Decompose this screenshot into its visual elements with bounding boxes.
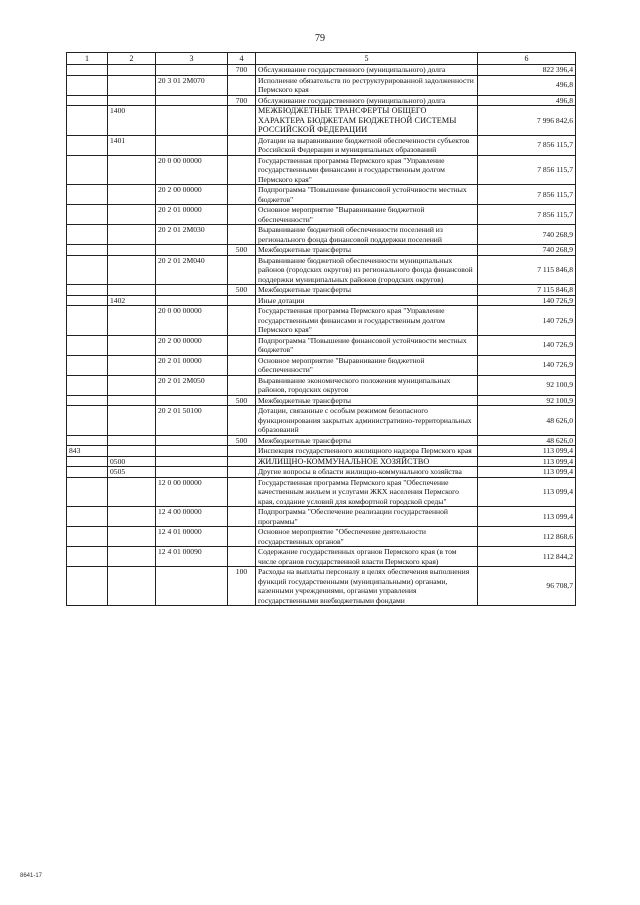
table-row <box>67 205 576 225</box>
admin-code-cell <box>67 477 108 507</box>
column-header-6: 6 <box>478 53 576 65</box>
section-code-cell <box>108 406 156 436</box>
admin-code-cell <box>67 106 108 136</box>
table-row <box>67 406 576 436</box>
target-article-cell <box>156 95 228 106</box>
amount-cell: 740 268,9 <box>478 245 576 256</box>
section-code-cell <box>108 225 156 245</box>
admin-code-cell <box>67 375 108 395</box>
target-article-cell: 12 0 00 00000 <box>156 477 228 507</box>
section-code-cell <box>108 65 156 76</box>
admin-code-cell <box>67 507 108 527</box>
admin-code-cell <box>67 65 108 76</box>
table-row <box>67 467 576 478</box>
table-row <box>67 375 576 395</box>
admin-code-cell <box>67 335 108 355</box>
expense-type-cell <box>228 155 256 185</box>
expense-type-cell <box>228 135 256 155</box>
table-row <box>67 65 576 76</box>
amount-cell: 48 626,0 <box>478 406 576 436</box>
admin-code-cell <box>67 205 108 225</box>
table-row <box>67 527 576 547</box>
section-code-cell <box>108 255 156 285</box>
amount-cell: 112 844,2 <box>478 547 576 567</box>
target-article-cell: 20 2 01 50100 <box>156 406 228 436</box>
table-row <box>67 306 576 336</box>
amount-cell: 113 099,4 <box>478 477 576 507</box>
section-code-cell <box>108 527 156 547</box>
section-code-cell <box>108 395 156 406</box>
description-cell: Подпрограмма "Повышение финансовой устойчивости местных бюджетов" <box>256 185 478 205</box>
amount-cell: 496,8 <box>478 95 576 106</box>
description-cell: Расходы на выплаты персоналу в целях обеспечения выполнения функций государственными (муниципальными) органами, казенными учреждениями, органами управления государственными внебюджетными фондами <box>256 567 478 606</box>
expense-type-cell <box>228 467 256 478</box>
admin-code-cell <box>67 135 108 155</box>
table-row <box>67 567 576 606</box>
amount-cell: 7 115 846,8 <box>478 255 576 285</box>
amount-cell: 740 268,9 <box>478 225 576 245</box>
admin-code-cell <box>67 306 108 336</box>
section-code-cell <box>108 75 156 95</box>
section-code-cell <box>108 95 156 106</box>
description-cell: Обслуживание государственного (муниципального) долга <box>256 65 478 76</box>
description-cell: Выравнивание бюджетной обеспеченности поселений из регионального фонда финансовой поддержки поселений <box>256 225 478 245</box>
section-code-cell <box>108 155 156 185</box>
section-code-cell: 0505 <box>108 467 156 478</box>
description-cell: Межбюджетные трансферты <box>256 285 478 296</box>
admin-code-cell <box>67 547 108 567</box>
section-code-cell <box>108 285 156 296</box>
column-header-3: 3 <box>156 53 228 65</box>
expense-type-cell: 500 <box>228 395 256 406</box>
section-code-cell <box>108 335 156 355</box>
header-row <box>67 53 576 65</box>
expense-type-cell: 500 <box>228 285 256 296</box>
admin-code-cell <box>67 95 108 106</box>
description-cell: Межбюджетные трансферты <box>256 435 478 446</box>
target-article-cell <box>156 395 228 406</box>
page-number: 79 <box>315 33 325 44</box>
section-code-cell <box>108 185 156 205</box>
target-article-cell: 20 2 01 2М040 <box>156 255 228 285</box>
expense-type-cell <box>228 225 256 245</box>
section-code-cell <box>108 547 156 567</box>
admin-code-cell <box>67 406 108 436</box>
description-cell: Содержание государственных органов Пермского края (в том числе органов государственной власти Пермского края) <box>256 547 478 567</box>
description-cell: Государственная программа Пермского края "Управление государственными финансами и государственным долгом Пермского края" <box>256 155 478 185</box>
target-article-cell <box>156 245 228 256</box>
amount-cell: 496,8 <box>478 75 576 95</box>
amount-cell: 7 856 115,7 <box>478 205 576 225</box>
section-code-cell <box>108 567 156 606</box>
amount-cell: 140 726,9 <box>478 306 576 336</box>
description-cell: Государственная программа Пермского края "Обеспечение качественным жильем и услугами ЖКХ населения Пермского края, создание условий для комфортной городской среды" <box>256 477 478 507</box>
expense-type-cell: 700 <box>228 95 256 106</box>
table-row <box>67 456 576 467</box>
target-article-cell: 20 0 00 00000 <box>156 155 228 185</box>
description-cell: Подпрограмма "Повышение финансовой устойчивости местных бюджетов" <box>256 335 478 355</box>
section-code-cell <box>108 245 156 256</box>
target-article-cell <box>156 285 228 296</box>
table-row <box>67 185 576 205</box>
expense-type-cell <box>228 406 256 436</box>
description-cell: Выравнивание бюджетной обеспеченности муниципальных районов (городских округов) из регионального фонда финансовой поддержки муниципальных районов (городских округов) <box>256 255 478 285</box>
section-code-cell: 0500 <box>108 456 156 467</box>
section-code-cell <box>108 507 156 527</box>
amount-cell: 113 099,4 <box>478 446 576 457</box>
admin-code-cell: 843 <box>67 446 108 457</box>
expense-type-cell <box>228 375 256 395</box>
expense-type-cell <box>228 477 256 507</box>
target-article-cell <box>156 435 228 446</box>
amount-cell: 96 708,7 <box>478 567 576 606</box>
section-code-cell <box>108 355 156 375</box>
admin-code-cell <box>67 225 108 245</box>
admin-code-cell <box>67 355 108 375</box>
expense-type-cell <box>228 106 256 136</box>
amount-cell: 140 726,9 <box>478 295 576 306</box>
target-article-cell <box>156 446 228 457</box>
amount-cell: 92 100,9 <box>478 375 576 395</box>
column-header-2: 2 <box>108 53 156 65</box>
column-header-5: 5 <box>256 53 478 65</box>
expense-type-cell <box>228 295 256 306</box>
target-article-cell: 20 0 00 00000 <box>156 306 228 336</box>
target-article-cell: 20 2 01 2М050 <box>156 375 228 395</box>
table-row <box>67 507 576 527</box>
admin-code-cell <box>67 245 108 256</box>
target-article-cell: 20 2 01 00000 <box>156 355 228 375</box>
target-article-cell <box>156 467 228 478</box>
expense-type-cell: 700 <box>228 65 256 76</box>
amount-cell: 140 726,9 <box>478 355 576 375</box>
target-article-cell: 12 4 01 00000 <box>156 527 228 547</box>
table-row <box>67 106 576 136</box>
admin-code-cell <box>67 75 108 95</box>
table-header <box>67 53 576 65</box>
expense-type-cell <box>228 507 256 527</box>
description-cell: Основное мероприятие "Обеспечение деятельности государственных органов" <box>256 527 478 547</box>
section-code-cell <box>108 435 156 446</box>
target-article-cell: 20 2 01 00000 <box>156 205 228 225</box>
amount-cell: 7 856 115,7 <box>478 185 576 205</box>
amount-cell: 113 099,4 <box>478 507 576 527</box>
section-code-cell: 1402 <box>108 295 156 306</box>
target-article-cell: 20 2 00 00000 <box>156 185 228 205</box>
table-row <box>67 295 576 306</box>
amount-cell: 48 626,0 <box>478 435 576 446</box>
description-cell: Обслуживание государственного (муниципального) долга <box>256 95 478 106</box>
budget-table <box>66 52 576 606</box>
expense-type-cell <box>228 75 256 95</box>
target-article-cell <box>156 295 228 306</box>
description-cell: Инспекция государственного жилищного надзора Пермского края <box>256 446 478 457</box>
table-row <box>67 95 576 106</box>
section-code-cell: 1401 <box>108 135 156 155</box>
amount-cell: 113 099,4 <box>478 467 576 478</box>
table-row <box>67 446 576 457</box>
section-code-cell <box>108 446 156 457</box>
target-article-cell: 20 3 01 2М070 <box>156 75 228 95</box>
target-article-cell <box>156 106 228 136</box>
target-article-cell <box>156 65 228 76</box>
description-cell: МЕЖБЮДЖЕТНЫЕ ТРАНСФЕРТЫ ОБЩЕГО ХАРАКТЕРА БЮДЖЕТАМ БЮДЖЕТНОЙ СИСТЕМЫ РОССИЙСКОЙ ФЕДЕРАЦИИ <box>256 106 478 136</box>
description-cell: Выравнивание экономического положения муниципальных районов, городских округов <box>256 375 478 395</box>
admin-code-cell <box>67 155 108 185</box>
description-cell: Основное мероприятие "Выравнивание бюджетной обеспеченности" <box>256 355 478 375</box>
table-row <box>67 547 576 567</box>
amount-cell: 92 100,9 <box>478 395 576 406</box>
section-code-cell <box>108 477 156 507</box>
table-row <box>67 135 576 155</box>
expense-type-cell <box>228 527 256 547</box>
admin-code-cell <box>67 295 108 306</box>
expense-type-cell <box>228 306 256 336</box>
expense-type-cell: 500 <box>228 435 256 446</box>
expense-type-cell <box>228 446 256 457</box>
column-header-4: 4 <box>228 53 256 65</box>
expense-type-cell <box>228 185 256 205</box>
amount-cell: 7 115 846,8 <box>478 285 576 296</box>
table-row <box>67 75 576 95</box>
section-code-cell: 1400 <box>108 106 156 136</box>
table-row <box>67 477 576 507</box>
target-article-cell: 12 4 00 00000 <box>156 507 228 527</box>
table-row <box>67 395 576 406</box>
description-cell: Межбюджетные трансферты <box>256 395 478 406</box>
table-body <box>67 65 576 606</box>
description-cell: Другие вопросы в области жилищно-коммунального хозяйства <box>256 467 478 478</box>
table-row <box>67 435 576 446</box>
expense-type-cell: 500 <box>228 245 256 256</box>
expense-type-cell <box>228 547 256 567</box>
amount-cell: 140 726,9 <box>478 335 576 355</box>
table-row <box>67 335 576 355</box>
target-article-cell: 20 2 00 00000 <box>156 335 228 355</box>
target-article-cell <box>156 456 228 467</box>
expense-type-cell <box>228 456 256 467</box>
description-cell: Государственная программа Пермского края "Управление государственными финансами и государственным долгом Пермского края" <box>256 306 478 336</box>
admin-code-cell <box>67 255 108 285</box>
section-code-cell <box>108 306 156 336</box>
section-code-cell <box>108 375 156 395</box>
target-article-cell <box>156 135 228 155</box>
amount-cell: 112 868,6 <box>478 527 576 547</box>
admin-code-cell <box>67 285 108 296</box>
admin-code-cell <box>67 185 108 205</box>
table-row <box>67 285 576 296</box>
amount-cell: 7 856 115,7 <box>478 155 576 185</box>
description-cell: Межбюджетные трансферты <box>256 245 478 256</box>
expense-type-cell <box>228 205 256 225</box>
description-cell: ЖИЛИЩНО-КОММУНАЛЬНОЕ ХОЗЯЙСТВО <box>256 456 478 467</box>
description-cell: Дотации, связанные с особым режимом безопасного функционирования закрытых административно-территориальных образований <box>256 406 478 436</box>
admin-code-cell <box>67 527 108 547</box>
expense-type-cell <box>228 255 256 285</box>
table-row <box>67 245 576 256</box>
footer-code: 8641-17 <box>20 873 43 879</box>
target-article-cell: 12 4 01 00090 <box>156 547 228 567</box>
table-row <box>67 255 576 285</box>
expense-type-cell: 100 <box>228 567 256 606</box>
admin-code-cell <box>67 567 108 606</box>
description-cell: Дотации на выравнивание бюджетной обеспеченности субъектов Российской Федерации и муниципальных образований <box>256 135 478 155</box>
table-row <box>67 225 576 245</box>
admin-code-cell <box>67 395 108 406</box>
amount-cell: 113 099,4 <box>478 456 576 467</box>
expense-type-cell <box>228 335 256 355</box>
amount-cell: 7 856 115,7 <box>478 135 576 155</box>
expense-type-cell <box>228 355 256 375</box>
description-cell: Иные дотации <box>256 295 478 306</box>
admin-code-cell <box>67 467 108 478</box>
description-cell: Исполнение обязательств по реструктурированной задолженности Пермского края <box>256 75 478 95</box>
amount-cell: 822 396,4 <box>478 65 576 76</box>
target-article-cell: 20 2 01 2М030 <box>156 225 228 245</box>
section-code-cell <box>108 205 156 225</box>
table-row <box>67 355 576 375</box>
description-cell: Подпрограмма "Обеспечение реализации государственной программы" <box>256 507 478 527</box>
description-cell: Основное мероприятие "Выравнивание бюджетной обеспеченности" <box>256 205 478 225</box>
amount-cell: 7 996 842,6 <box>478 106 576 136</box>
admin-code-cell <box>67 456 108 467</box>
admin-code-cell <box>67 435 108 446</box>
target-article-cell <box>156 567 228 606</box>
table-row <box>67 155 576 185</box>
column-header-1: 1 <box>67 53 108 65</box>
